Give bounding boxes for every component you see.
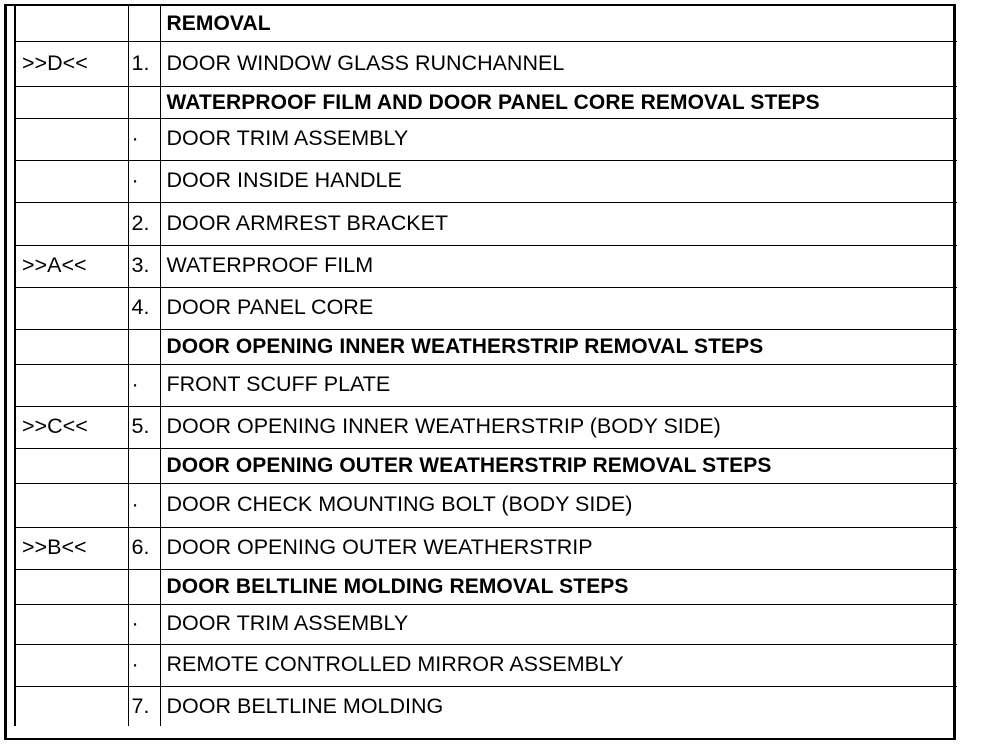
reference-cell: [15, 364, 128, 406]
table-row: [15, 686, 957, 726]
table-row: [15, 604, 957, 644]
table-row: [15, 364, 957, 406]
step-number-cell: ·: [128, 364, 160, 406]
table-row: [15, 245, 957, 287]
section-heading-row: [15, 569, 957, 604]
section-heading: DOOR BELTLINE MOLDING REMOVAL STEPS: [160, 569, 957, 604]
removal-steps-table: [14, 6, 957, 726]
reference-cell: [15, 448, 128, 483]
reference-cell: [15, 6, 128, 41]
reference-cell: [15, 118, 128, 160]
table-row: [15, 483, 957, 527]
step-description: WATERPROOF FILM: [160, 245, 957, 287]
section-heading-row: [15, 86, 957, 118]
section-heading-row: [15, 6, 957, 41]
reference-cell: [15, 329, 128, 364]
step-number-cell: 2.: [128, 202, 160, 245]
step-number-cell: 4.: [128, 287, 160, 329]
reference-cell: [15, 287, 128, 329]
step-number-cell: ·: [128, 483, 160, 527]
step-description: FRONT SCUFF PLATE: [160, 364, 957, 406]
step-description: DOOR PANEL CORE: [160, 287, 957, 329]
table-row: [15, 202, 957, 245]
table-row: [15, 118, 957, 160]
table-row: [15, 406, 957, 448]
section-heading-row: [15, 448, 957, 483]
step-number-cell: [128, 448, 160, 483]
step-number-cell: ·: [128, 604, 160, 644]
step-number-cell: 1.: [128, 41, 160, 86]
reference-cell: [15, 604, 128, 644]
step-description: DOOR ARMREST BRACKET: [160, 202, 957, 245]
section-heading: DOOR OPENING INNER WEATHERSTRIP REMOVAL STEPS: [160, 329, 957, 364]
step-number-cell: [128, 6, 160, 41]
reference-cell: [15, 202, 128, 245]
step-number-cell: ·: [128, 160, 160, 202]
step-description: DOOR CHECK MOUNTING BOLT (BODY SIDE): [160, 483, 957, 527]
section-heading: WATERPROOF FILM AND DOOR PANEL CORE REMOVAL STEPS: [160, 86, 957, 118]
step-number-cell: 6.: [128, 527, 160, 569]
reference-cell: >>D<<: [15, 41, 128, 86]
reference-cell: [15, 644, 128, 686]
step-description: REMOTE CONTROLLED MIRROR ASSEMBLY: [160, 644, 957, 686]
reference-cell: >>C<<: [15, 406, 128, 448]
step-description: DOOR TRIM ASSEMBLY: [160, 604, 957, 644]
step-number-cell: 3.: [128, 245, 160, 287]
reference-cell: >>A<<: [15, 245, 128, 287]
step-number-cell: 7.: [128, 686, 160, 726]
table-row: [15, 527, 957, 569]
step-description: DOOR OPENING OUTER WEATHERSTRIP: [160, 527, 957, 569]
section-heading: DOOR OPENING OUTER WEATHERSTRIP REMOVAL STEPS: [160, 448, 957, 483]
reference-cell: [15, 86, 128, 118]
step-description: DOOR BELTLINE MOLDING: [160, 686, 957, 726]
step-number-cell: [128, 569, 160, 604]
reference-cell: [15, 160, 128, 202]
step-number-cell: ·: [128, 644, 160, 686]
reference-cell: [15, 483, 128, 527]
table-row: [15, 644, 957, 686]
procedure-sheet: [4, 4, 956, 740]
step-number-cell: ·: [128, 118, 160, 160]
section-heading: REMOVAL: [160, 6, 957, 41]
step-description: DOOR OPENING INNER WEATHERSTRIP (BODY SIDE): [160, 406, 957, 448]
step-description: DOOR TRIM ASSEMBLY: [160, 118, 957, 160]
table-row: [15, 287, 957, 329]
section-heading-row: [15, 329, 957, 364]
table-body: [15, 6, 957, 726]
reference-cell: >>B<<: [15, 527, 128, 569]
step-description: DOOR WINDOW GLASS RUNCHANNEL: [160, 41, 957, 86]
step-description: DOOR INSIDE HANDLE: [160, 160, 957, 202]
table-row: [15, 160, 957, 202]
reference-cell: [15, 686, 128, 726]
table-row: [15, 41, 957, 86]
step-number-cell: [128, 86, 160, 118]
step-number-cell: 5.: [128, 406, 160, 448]
step-number-cell: [128, 329, 160, 364]
reference-cell: [15, 569, 128, 604]
